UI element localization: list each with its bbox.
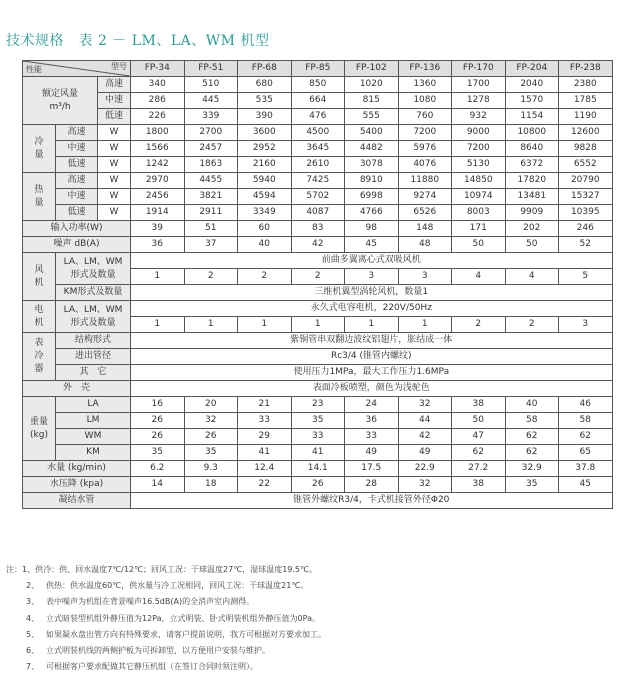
notes bbox=[6, 562, 606, 675]
note-text: 供热：供水温度60℃，供水量与冷工况相同，回风工况：干球温度21℃。 bbox=[46, 581, 309, 591]
value-cell: 2457 bbox=[184, 141, 238, 157]
noise-label: 噪声 dB(A) bbox=[23, 237, 131, 253]
weight-model-label: LM bbox=[56, 413, 131, 429]
casing-label: 外 壳 bbox=[23, 381, 131, 397]
coil-text: 使用压力1MPa，最大工作压力1.6MPa bbox=[131, 365, 613, 381]
value-cell: 42 bbox=[291, 237, 345, 253]
airflow-row bbox=[23, 93, 613, 109]
value-cell: 60 bbox=[238, 221, 292, 237]
value-cell: 62 bbox=[505, 429, 559, 445]
value-cell: 14.1 bbox=[291, 461, 345, 477]
value-cell: 36 bbox=[131, 237, 185, 253]
value-cell: 20 bbox=[184, 397, 238, 413]
speed-label: 中速 bbox=[98, 93, 131, 109]
value-cell: 10974 bbox=[452, 189, 506, 205]
coil-text: 紫铜管串双翻边波纹铝翅片，胀结成一体 bbox=[131, 333, 613, 349]
speed-label: 低速 bbox=[98, 109, 131, 125]
value-cell: 9.3 bbox=[184, 461, 238, 477]
value-cell: 5702 bbox=[291, 189, 345, 205]
note-item bbox=[6, 627, 606, 643]
motor-type-row bbox=[23, 301, 613, 317]
value-cell: 226 bbox=[131, 109, 185, 125]
value-cell: 1 bbox=[345, 317, 399, 333]
value-cell: 14850 bbox=[452, 173, 506, 189]
model-header: FP-51 bbox=[184, 61, 238, 77]
water-flow-label: 水量 (kg/min) bbox=[23, 461, 131, 477]
water-drop-row bbox=[23, 477, 613, 493]
speed-label: 高速 bbox=[98, 77, 131, 93]
value-cell: 760 bbox=[398, 109, 452, 125]
value-cell: 32 bbox=[184, 413, 238, 429]
weight-model-label: KM bbox=[56, 445, 131, 461]
value-cell: 9828 bbox=[559, 141, 613, 157]
value-cell: 286 bbox=[131, 93, 185, 109]
value-cell: 1570 bbox=[505, 93, 559, 109]
value-cell: 47 bbox=[452, 429, 506, 445]
value-cell: 932 bbox=[452, 109, 506, 125]
weight-row bbox=[23, 429, 613, 445]
value-cell: 26 bbox=[184, 429, 238, 445]
value-cell: 1700 bbox=[452, 77, 506, 93]
value-cell: 16 bbox=[131, 397, 185, 413]
value-cell: 6372 bbox=[505, 157, 559, 173]
value-cell: 2 bbox=[452, 317, 506, 333]
value-cell: 18 bbox=[184, 477, 238, 493]
value-cell: 26 bbox=[131, 413, 185, 429]
coil-text: Rc3/4 (锥管内螺纹) bbox=[131, 349, 613, 365]
weight-model-label: LA bbox=[56, 397, 131, 413]
value-cell: 37 bbox=[184, 237, 238, 253]
note-text: 表中噪声为机组在背景噪声16.5dB(A)的全消声室内测得。 bbox=[46, 597, 255, 607]
input-power-label: 输入功率(W) bbox=[23, 221, 131, 237]
value-cell: 2 bbox=[184, 269, 238, 285]
fan-form-label: LA、LM、WM 形式及数量 bbox=[56, 253, 131, 285]
value-cell: 339 bbox=[184, 109, 238, 125]
value-cell: 2700 bbox=[184, 125, 238, 141]
value-cell: 1278 bbox=[452, 93, 506, 109]
value-cell: 23 bbox=[291, 397, 345, 413]
value-cell: 2040 bbox=[505, 77, 559, 93]
weight-label: 重量 (kg) bbox=[23, 397, 56, 461]
model-header: FP-34 bbox=[131, 61, 185, 77]
value-cell: 1785 bbox=[559, 93, 613, 109]
coil-sub-label: 进出管径 bbox=[56, 349, 131, 365]
value-cell: 2380 bbox=[559, 77, 613, 93]
cooling-row bbox=[23, 125, 613, 141]
value-cell: 38 bbox=[452, 477, 506, 493]
spec-table-body bbox=[23, 61, 613, 509]
value-cell: 5130 bbox=[452, 157, 506, 173]
value-cell: 246 bbox=[559, 221, 613, 237]
value-cell: 4500 bbox=[291, 125, 345, 141]
coil-sub-label: 结构形式 bbox=[56, 333, 131, 349]
speed-label: 低速 bbox=[56, 205, 98, 221]
model-header: FP-136 bbox=[398, 61, 452, 77]
speed-label: 中速 bbox=[56, 141, 98, 157]
coil-label: 表 冷 器 bbox=[23, 333, 56, 381]
value-cell: 17820 bbox=[505, 173, 559, 189]
value-cell: 3645 bbox=[291, 141, 345, 157]
value-cell: 36 bbox=[345, 413, 399, 429]
value-cell: 3 bbox=[559, 317, 613, 333]
value-cell: 5976 bbox=[398, 141, 452, 157]
value-cell: 65 bbox=[559, 445, 613, 461]
value-cell: 32 bbox=[398, 477, 452, 493]
drain-row bbox=[23, 493, 613, 509]
value-cell: 62 bbox=[559, 429, 613, 445]
unit-label: W bbox=[98, 125, 131, 141]
coil-sub-label: 其 它 bbox=[56, 365, 131, 381]
value-cell: 50 bbox=[452, 237, 506, 253]
model-header: FP-238 bbox=[559, 61, 613, 77]
cooling-label: 冷 量 bbox=[23, 125, 56, 173]
value-cell: 171 bbox=[452, 221, 506, 237]
coil-row bbox=[23, 365, 613, 381]
value-cell: 1 bbox=[291, 317, 345, 333]
value-cell: 2610 bbox=[291, 157, 345, 173]
model-label: 型号 bbox=[111, 62, 128, 71]
value-cell: 12.4 bbox=[238, 461, 292, 477]
fan-km-row bbox=[23, 285, 613, 301]
value-cell: 58 bbox=[505, 413, 559, 429]
value-cell: 12600 bbox=[559, 125, 613, 141]
value-cell: 15327 bbox=[559, 189, 613, 205]
value-cell: 555 bbox=[345, 109, 399, 125]
page-title: 技术规格 表 2 － LM、LA、WM 机型 bbox=[6, 33, 270, 49]
value-cell: 35 bbox=[291, 413, 345, 429]
value-cell: 4455 bbox=[184, 173, 238, 189]
value-cell: 11880 bbox=[398, 173, 452, 189]
note-number: 4、 bbox=[26, 613, 40, 623]
value-cell: 6552 bbox=[559, 157, 613, 173]
note-text: 立式明装机线的两侧护板为可拆卸型，以方便用户安装与维护。 bbox=[46, 646, 270, 656]
value-cell: 1154 bbox=[505, 109, 559, 125]
value-cell: 98 bbox=[345, 221, 399, 237]
drain-label: 凝结水管 bbox=[23, 493, 131, 509]
value-cell: 2911 bbox=[184, 205, 238, 221]
header-corner bbox=[23, 61, 131, 77]
value-cell: 3 bbox=[345, 269, 399, 285]
value-cell: 2 bbox=[291, 269, 345, 285]
value-cell: 27.2 bbox=[452, 461, 506, 477]
value-cell: 50 bbox=[505, 237, 559, 253]
value-cell: 5 bbox=[559, 269, 613, 285]
note-item bbox=[6, 611, 606, 627]
value-cell: 10800 bbox=[505, 125, 559, 141]
value-cell: 58 bbox=[559, 413, 613, 429]
performance-label: 性能 bbox=[26, 65, 42, 74]
water-drop-label: 水压降 (kpa) bbox=[23, 477, 131, 493]
value-cell: 3600 bbox=[238, 125, 292, 141]
value-cell: 4076 bbox=[398, 157, 452, 173]
note-number: 注：1、 bbox=[6, 565, 36, 574]
value-cell: 51 bbox=[184, 221, 238, 237]
airflow-row bbox=[23, 77, 613, 93]
value-cell: 1360 bbox=[398, 77, 452, 93]
header-row bbox=[23, 61, 613, 77]
weight-row bbox=[23, 413, 613, 429]
speed-label: 中速 bbox=[56, 189, 98, 205]
value-cell: 24 bbox=[345, 397, 399, 413]
value-cell: 3349 bbox=[238, 205, 292, 221]
value-cell: 45 bbox=[345, 237, 399, 253]
drain-text: 锥管外螺纹R3/4，卡式机接管外径Φ20 bbox=[131, 493, 613, 509]
value-cell: 13481 bbox=[505, 189, 559, 205]
value-cell: 4 bbox=[452, 269, 506, 285]
value-cell: 1020 bbox=[345, 77, 399, 93]
value-cell: 21 bbox=[238, 397, 292, 413]
motor-form-label: LA、LM、WM 形式及数量 bbox=[56, 301, 131, 333]
value-cell: 148 bbox=[398, 221, 452, 237]
weight-model-label: WM bbox=[56, 429, 131, 445]
note-item bbox=[6, 594, 606, 610]
heating-row bbox=[23, 189, 613, 205]
note-number: 7、 bbox=[26, 662, 40, 672]
input-power-row bbox=[23, 221, 613, 237]
note-number: 3、 bbox=[26, 597, 40, 607]
value-cell: 1080 bbox=[398, 93, 452, 109]
value-cell: 8910 bbox=[345, 173, 399, 189]
value-cell: 850 bbox=[291, 77, 345, 93]
value-cell: 44 bbox=[398, 413, 452, 429]
value-cell: 5400 bbox=[345, 125, 399, 141]
value-cell: 202 bbox=[505, 221, 559, 237]
value-cell: 8640 bbox=[505, 141, 559, 157]
value-cell: 6.2 bbox=[131, 461, 185, 477]
value-cell: 6526 bbox=[398, 205, 452, 221]
value-cell: 20790 bbox=[559, 173, 613, 189]
value-cell: 445 bbox=[184, 93, 238, 109]
value-cell: 4087 bbox=[291, 205, 345, 221]
value-cell: 1 bbox=[398, 317, 452, 333]
value-cell: 40 bbox=[505, 397, 559, 413]
value-cell: 3 bbox=[398, 269, 452, 285]
value-cell: 37.8 bbox=[559, 461, 613, 477]
value-cell: 2160 bbox=[238, 157, 292, 173]
value-cell: 17.5 bbox=[345, 461, 399, 477]
model-header: FP-102 bbox=[345, 61, 399, 77]
value-cell: 46 bbox=[559, 397, 613, 413]
value-cell: 48 bbox=[398, 237, 452, 253]
value-cell: 7200 bbox=[398, 125, 452, 141]
value-cell: 6998 bbox=[345, 189, 399, 205]
value-cell: 49 bbox=[345, 445, 399, 461]
model-header: FP-170 bbox=[452, 61, 506, 77]
cooling-row bbox=[23, 141, 613, 157]
value-cell: 9909 bbox=[505, 205, 559, 221]
value-cell: 14 bbox=[131, 477, 185, 493]
value-cell: 62 bbox=[452, 445, 506, 461]
water-flow-row bbox=[23, 461, 613, 477]
airflow-label: 额定风量 m³/h bbox=[23, 77, 98, 125]
value-cell: 10395 bbox=[559, 205, 613, 221]
value-cell: 35 bbox=[131, 445, 185, 461]
value-cell: 35 bbox=[505, 477, 559, 493]
heating-row bbox=[23, 173, 613, 189]
value-cell: 52 bbox=[559, 237, 613, 253]
value-cell: 40 bbox=[238, 237, 292, 253]
value-cell: 390 bbox=[238, 109, 292, 125]
value-cell: 3821 bbox=[184, 189, 238, 205]
value-cell: 476 bbox=[291, 109, 345, 125]
motor-type-text: 永久式电容电机，220V/50Hz bbox=[131, 301, 613, 317]
motor-label: 电 机 bbox=[23, 301, 56, 333]
spec-table bbox=[22, 60, 613, 509]
coil-row bbox=[23, 349, 613, 365]
casing-text: 表面冷板喷塑，颜色为浅驼色 bbox=[131, 381, 613, 397]
value-cell: 1 bbox=[131, 269, 185, 285]
value-cell: 5940 bbox=[238, 173, 292, 189]
speed-label: 高速 bbox=[56, 173, 98, 189]
fan-label: 风 机 bbox=[23, 253, 56, 301]
unit-label: W bbox=[98, 173, 131, 189]
unit-label: W bbox=[98, 157, 131, 173]
value-cell: 41 bbox=[291, 445, 345, 461]
fan-type-row bbox=[23, 253, 613, 269]
value-cell: 49 bbox=[398, 445, 452, 461]
heating-row bbox=[23, 205, 613, 221]
value-cell: 33 bbox=[291, 429, 345, 445]
value-cell: 2 bbox=[505, 317, 559, 333]
value-cell: 4482 bbox=[345, 141, 399, 157]
value-cell: 33 bbox=[345, 429, 399, 445]
value-cell: 45 bbox=[559, 477, 613, 493]
unit-label: W bbox=[98, 205, 131, 221]
value-cell: 1190 bbox=[559, 109, 613, 125]
value-cell: 1800 bbox=[131, 125, 185, 141]
note-item bbox=[6, 562, 606, 578]
value-cell: 33 bbox=[238, 413, 292, 429]
value-cell: 3078 bbox=[345, 157, 399, 173]
note-text: 可根据客户要求配做其它静压机组（在签订合同时须注明）。 bbox=[46, 662, 258, 672]
coil-row bbox=[23, 333, 613, 349]
value-cell: 1 bbox=[184, 317, 238, 333]
fan-km-label: KM形式及数量 bbox=[56, 285, 131, 301]
value-cell: 1914 bbox=[131, 205, 185, 221]
value-cell: 680 bbox=[238, 77, 292, 93]
unit-label: W bbox=[98, 141, 131, 157]
value-cell: 664 bbox=[291, 93, 345, 109]
value-cell: 535 bbox=[238, 93, 292, 109]
value-cell: 22 bbox=[238, 477, 292, 493]
value-cell: 32.9 bbox=[505, 461, 559, 477]
value-cell: 9000 bbox=[452, 125, 506, 141]
weight-row bbox=[23, 445, 613, 461]
speed-label: 高速 bbox=[56, 125, 98, 141]
value-cell: 4 bbox=[505, 269, 559, 285]
value-cell: 1242 bbox=[131, 157, 185, 173]
value-cell: 2 bbox=[238, 269, 292, 285]
value-cell: 1566 bbox=[131, 141, 185, 157]
model-header: FP-85 bbox=[291, 61, 345, 77]
speed-label: 低速 bbox=[56, 157, 98, 173]
value-cell: 510 bbox=[184, 77, 238, 93]
value-cell: 26 bbox=[291, 477, 345, 493]
cooling-row bbox=[23, 157, 613, 173]
airflow-row bbox=[23, 109, 613, 125]
value-cell: 7425 bbox=[291, 173, 345, 189]
model-header: FP-68 bbox=[238, 61, 292, 77]
value-cell: 340 bbox=[131, 77, 185, 93]
note-item bbox=[6, 578, 606, 594]
note-text: 如果凝水盘出管方向有特殊要求，请客户提前说明，我方可根据对方要求加工。 bbox=[46, 629, 326, 639]
value-cell: 29 bbox=[238, 429, 292, 445]
noise-row bbox=[23, 237, 613, 253]
note-text: 供冷：供、回水温度7℃/12℃；回风工况：干球温度27℃，湿球温度19.5℃。 bbox=[35, 565, 317, 574]
value-cell: 50 bbox=[452, 413, 506, 429]
value-cell: 4594 bbox=[238, 189, 292, 205]
value-cell: 28 bbox=[345, 477, 399, 493]
value-cell: 1863 bbox=[184, 157, 238, 173]
value-cell: 42 bbox=[398, 429, 452, 445]
note-item bbox=[6, 643, 606, 659]
value-cell: 2952 bbox=[238, 141, 292, 157]
value-cell: 26 bbox=[131, 429, 185, 445]
value-cell: 41 bbox=[238, 445, 292, 461]
value-cell: 9274 bbox=[398, 189, 452, 205]
value-cell: 32 bbox=[398, 397, 452, 413]
value-cell: 1 bbox=[131, 317, 185, 333]
unit-label: W bbox=[98, 189, 131, 205]
value-cell: 7200 bbox=[452, 141, 506, 157]
note-number: 6、 bbox=[26, 646, 40, 656]
value-cell: 22.9 bbox=[398, 461, 452, 477]
model-header: FP-204 bbox=[505, 61, 559, 77]
fan-type-text: 前曲多翼离心式双吸风机 bbox=[131, 253, 613, 269]
note-number: 5、 bbox=[26, 629, 40, 639]
value-cell: 62 bbox=[505, 445, 559, 461]
value-cell: 815 bbox=[345, 93, 399, 109]
value-cell: 83 bbox=[291, 221, 345, 237]
value-cell: 2970 bbox=[131, 173, 185, 189]
weight-row bbox=[23, 397, 613, 413]
note-text: 立式暗装型机组外静压值为12Pa，立式明装、卧式明装机组外静压值为0Pa。 bbox=[46, 613, 321, 623]
heating-label: 热 量 bbox=[23, 173, 56, 221]
note-item bbox=[6, 659, 606, 675]
value-cell: 39 bbox=[131, 221, 185, 237]
value-cell: 8003 bbox=[452, 205, 506, 221]
value-cell: 38 bbox=[452, 397, 506, 413]
note-number: 2、 bbox=[26, 581, 40, 591]
fan-km-text: 三维机翼型涡轮风机，数量1 bbox=[131, 285, 613, 301]
value-cell: 4766 bbox=[345, 205, 399, 221]
value-cell: 35 bbox=[184, 445, 238, 461]
value-cell: 1 bbox=[238, 317, 292, 333]
casing-row bbox=[23, 381, 613, 397]
value-cell: 2456 bbox=[131, 189, 185, 205]
